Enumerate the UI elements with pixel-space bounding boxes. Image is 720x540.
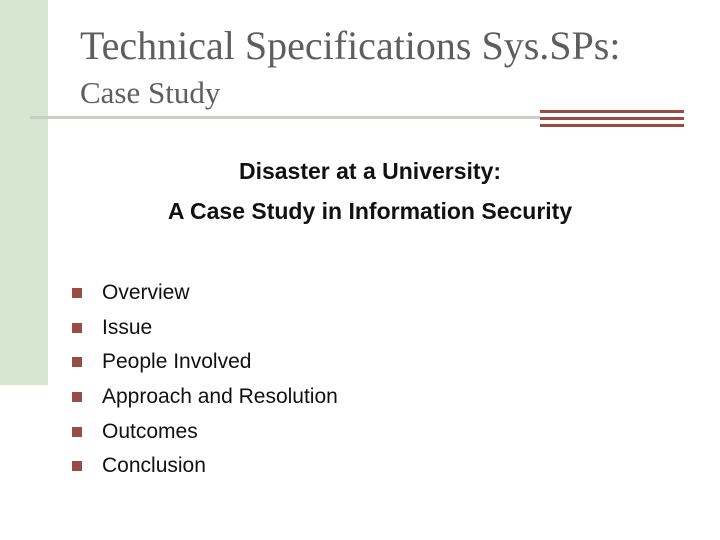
list-item (72, 345, 338, 380)
side-accent-band (0, 0, 48, 385)
slide-title-subline: Case Study (80, 75, 221, 110)
list-item-label: Overview (102, 281, 190, 305)
list-item (72, 311, 338, 346)
title-accent-bar (540, 110, 684, 113)
square-bullet-icon (72, 288, 82, 298)
list-item (72, 380, 338, 415)
square-bullet-icon (72, 392, 82, 402)
list-item-label: Conclusion (102, 454, 206, 478)
case-study-heading: Disaster at a University: (238, 158, 502, 184)
list-item (72, 449, 338, 484)
title-accent-bar (540, 124, 684, 127)
agenda-list (72, 276, 338, 484)
square-bullet-icon (72, 461, 82, 471)
list-item (72, 276, 338, 311)
case-study-subheading: A Case Study in Information Security (167, 198, 573, 224)
square-bullet-icon (72, 427, 82, 437)
title-accent-bar (540, 117, 684, 120)
list-item-label: Issue (102, 315, 153, 339)
list-item-label: Approach and Resolution (102, 385, 338, 409)
square-bullet-icon (72, 323, 82, 333)
square-bullet-icon (72, 357, 82, 367)
title-divider-line (30, 116, 540, 119)
list-item (72, 414, 338, 449)
list-item-label: People Involved (102, 350, 252, 374)
list-item-label: Outcomes (102, 419, 198, 443)
slide-title: Technical Specifications Sys.SPs: (80, 23, 621, 68)
